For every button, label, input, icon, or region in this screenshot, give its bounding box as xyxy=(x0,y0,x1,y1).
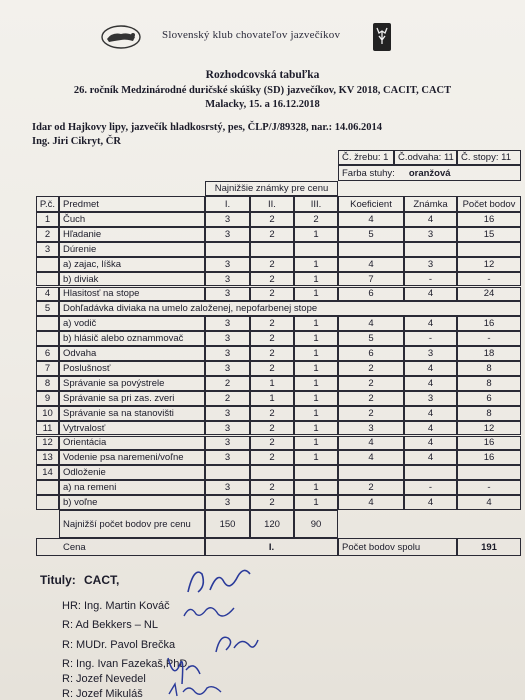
col-header-subject: Predmet xyxy=(59,196,205,212)
prize-value: I. xyxy=(205,538,338,556)
row-points: 15 xyxy=(457,227,521,242)
row-subject: Hľadanie xyxy=(59,227,205,242)
row-subject: a) vodič xyxy=(59,316,205,331)
row-min-iii: 1 xyxy=(294,495,338,510)
row-number: 4 xyxy=(36,287,59,302)
row-min-iii: 1 xyxy=(294,480,338,495)
row-min-i: 3 xyxy=(205,287,250,302)
track-number: Č. stopy: 11 xyxy=(457,150,521,165)
row-points: - xyxy=(457,331,521,346)
row-min-i: 3 xyxy=(205,227,250,242)
row-min-ii: 1 xyxy=(250,391,294,406)
row-points: - xyxy=(457,272,521,287)
row-grade: 3 xyxy=(404,391,457,406)
dog-identification: Idar od Hajkovy lipy, jazvečík hladkosrstý, pes, ČLP/J/89328, nar.: 14.06.2014 xyxy=(32,122,383,133)
row-min-ii: 2 xyxy=(250,272,294,287)
row-number xyxy=(36,257,59,272)
ribbon-color-label: Farba stuhy: xyxy=(342,167,395,179)
row-coefficient: 2 xyxy=(338,376,404,391)
row-subject: Vodenie psa naremeni/voľne xyxy=(59,450,205,465)
row-min-iii: 1 xyxy=(294,346,338,361)
row-points: 12 xyxy=(457,421,521,436)
row-min-i: 3 xyxy=(205,450,250,465)
row-min-ii: 1 xyxy=(250,376,294,391)
row-min-ii: 2 xyxy=(250,227,294,242)
row-min-iii: 1 xyxy=(294,376,338,391)
row-min-ii: 2 xyxy=(250,436,294,451)
row-points: 6 xyxy=(457,391,521,406)
min-total-ii: 120 xyxy=(250,510,294,538)
event-place-date: Malacky, 15. a 16.12.2018 xyxy=(205,99,320,110)
row-grade: 4 xyxy=(404,361,457,376)
row-min-iii: 1 xyxy=(294,331,338,346)
signature-bekkers xyxy=(180,600,240,622)
min-grades-header: Najnižšie známky pre cenu xyxy=(205,181,338,196)
row-min-ii: 2 xyxy=(250,361,294,376)
row-coefficient xyxy=(338,465,404,480)
row-number xyxy=(36,495,59,510)
row-min-iii: 1 xyxy=(294,257,338,272)
row-min-ii: 2 xyxy=(250,421,294,436)
row-min-ii: 2 xyxy=(250,212,294,227)
club-name: Slovenský klub chovateľov jazvečíkov xyxy=(162,29,341,41)
row-grade xyxy=(404,242,457,257)
row-subject: Poslušnosť xyxy=(59,361,205,376)
row-subject: Orientácia xyxy=(59,436,205,451)
min-total-i: 150 xyxy=(205,510,250,538)
row-min-i: 2 xyxy=(205,391,250,406)
row-min-i: 3 xyxy=(205,421,250,436)
signature-mikulas xyxy=(165,680,225,700)
min-total-label: Najnižší počet bodov pre cenu xyxy=(59,510,205,538)
titles-value: CACT, xyxy=(84,573,120,587)
row-coefficient: 5 xyxy=(338,227,404,242)
signature-brecka xyxy=(210,628,260,658)
row-subject: Hlasitosť na stope xyxy=(59,287,205,302)
row-min-i: 3 xyxy=(205,257,250,272)
row-points: 8 xyxy=(457,406,521,421)
row-number: 12 xyxy=(36,436,59,451)
row-subject: Čuch xyxy=(59,212,205,227)
row-min-ii: 2 xyxy=(250,450,294,465)
row-coefficient: 5 xyxy=(338,331,404,346)
row-min-iii: 2 xyxy=(294,212,338,227)
row-min-i xyxy=(205,242,250,257)
row-min-iii: 1 xyxy=(294,272,338,287)
row-coefficient: 4 xyxy=(338,212,404,227)
row-points: 12 xyxy=(457,257,521,272)
row-min-i: 3 xyxy=(205,272,250,287)
row-number: 13 xyxy=(36,450,59,465)
row-min-ii: 2 xyxy=(250,495,294,510)
row-min-iii: 1 xyxy=(294,391,338,406)
row-grade: - xyxy=(404,331,457,346)
row-grade: 3 xyxy=(404,346,457,361)
row-coefficient: 7 xyxy=(338,272,404,287)
row-coefficient: 3 xyxy=(338,421,404,436)
row-grade: 3 xyxy=(404,227,457,242)
row-points: - xyxy=(457,480,521,495)
row-min-ii: 2 xyxy=(250,257,294,272)
row-points xyxy=(457,242,521,257)
row-number: 8 xyxy=(36,376,59,391)
row-min-ii xyxy=(250,242,294,257)
deer-emblem-icon xyxy=(372,22,392,52)
row-coefficient: 4 xyxy=(338,450,404,465)
ribbon-color xyxy=(338,165,521,181)
row-points: 16 xyxy=(457,212,521,227)
row-min-iii: 1 xyxy=(294,316,338,331)
row-points: 24 xyxy=(457,287,521,302)
col-header-iii: III. xyxy=(294,196,338,212)
row-points: 16 xyxy=(457,316,521,331)
row-min-ii: 2 xyxy=(250,316,294,331)
row-subject: Dúrenie xyxy=(59,242,205,257)
row-points: 16 xyxy=(457,450,521,465)
row-points: 4 xyxy=(457,495,521,510)
row-number xyxy=(36,316,59,331)
row-min-i: 3 xyxy=(205,406,250,421)
row-subject: Správanie sa pri zas. zveri xyxy=(59,391,205,406)
row-min-i: 3 xyxy=(205,436,250,451)
row-min-i: 2 xyxy=(205,376,250,391)
row-coefficient: 4 xyxy=(338,316,404,331)
row-min-iii: 1 xyxy=(294,287,338,302)
row-grade: 4 xyxy=(404,495,457,510)
dog-owner: Ing. Jiri Cikryt, ČR xyxy=(32,136,121,147)
row-number: 2 xyxy=(36,227,59,242)
row-min-i: 3 xyxy=(205,361,250,376)
judge-line: R: Ing. Ivan Fazekaš,PhD. xyxy=(62,658,191,670)
row-subject: b) hlásič alebo oznammovač xyxy=(59,331,205,346)
row-number xyxy=(36,272,59,287)
min-total-iii: 90 xyxy=(294,510,338,538)
row-subject: a) zajac, líška xyxy=(59,257,205,272)
sheet-title: Rozhodcovská tabuľka xyxy=(205,69,320,81)
row-number: 14 xyxy=(36,465,59,480)
judge-line: R: Jozef Nevedel xyxy=(62,673,146,685)
row-grade: 4 xyxy=(404,406,457,421)
row-min-i: 3 xyxy=(205,331,250,346)
row-min-iii: 1 xyxy=(294,436,338,451)
col-header-grade: Známka xyxy=(404,196,457,212)
row-min-ii: 2 xyxy=(250,287,294,302)
row-min-iii: 1 xyxy=(294,406,338,421)
row-number: 7 xyxy=(36,361,59,376)
row-grade: 4 xyxy=(404,316,457,331)
row-subject: b) diviak xyxy=(59,272,205,287)
row-subject: b) voľne xyxy=(59,495,205,510)
col-header-no: P.č. xyxy=(36,196,59,212)
row-subject: Správanie sa na stanovišti xyxy=(59,406,205,421)
row-grade: - xyxy=(404,480,457,495)
row-coefficient: 2 xyxy=(338,480,404,495)
judge-line: HR: Ing. Martin Kováč xyxy=(62,600,170,612)
row-grade: 4 xyxy=(404,421,457,436)
col-header-coefficient: Koeficient xyxy=(338,196,404,212)
row-min-ii: 2 xyxy=(250,331,294,346)
signature-kovac xyxy=(180,562,260,602)
club-emblem-icon xyxy=(100,24,142,50)
letterhead xyxy=(0,20,525,54)
row-coefficient: 4 xyxy=(338,495,404,510)
row-coefficient: 4 xyxy=(338,257,404,272)
row-points: 8 xyxy=(457,376,521,391)
row-min-i: 3 xyxy=(205,480,250,495)
row-coefficient: 2 xyxy=(338,391,404,406)
row-coefficient xyxy=(338,242,404,257)
ribbon-color-value: oranžová xyxy=(408,167,451,179)
row-grade xyxy=(404,465,457,480)
row-grade: 4 xyxy=(404,450,457,465)
row-number xyxy=(36,480,59,495)
row-min-i: 3 xyxy=(205,495,250,510)
row-number: 1 xyxy=(36,212,59,227)
row-grade: 4 xyxy=(404,212,457,227)
row-min-iii: 1 xyxy=(294,361,338,376)
row-points: 18 xyxy=(457,346,521,361)
row-min-iii: 1 xyxy=(294,421,338,436)
row-grade: - xyxy=(404,272,457,287)
row-min-ii: 2 xyxy=(250,480,294,495)
row-number: 11 xyxy=(36,421,59,436)
judge-line: R: MUDr. Pavol Brečka xyxy=(62,639,176,651)
row-grade: 4 xyxy=(404,376,457,391)
guide-number: Č.odvaha: 11 xyxy=(394,150,457,165)
row-subject: a) na remeni xyxy=(59,480,205,495)
row-subject: Odloženie xyxy=(59,465,205,480)
row-number: 10 xyxy=(36,406,59,421)
row-min-i xyxy=(205,465,250,480)
row-subject: Odvaha xyxy=(59,346,205,361)
total-points-label: Počet bodov spolu xyxy=(338,538,457,556)
row-coefficient: 4 xyxy=(338,436,404,451)
row-number: 3 xyxy=(36,242,59,257)
row-subject: Správanie sa povýstrele xyxy=(59,376,205,391)
row-min-iii xyxy=(294,242,338,257)
row-min-iii: 1 xyxy=(294,450,338,465)
row-min-iii xyxy=(294,465,338,480)
row-min-ii: 2 xyxy=(250,406,294,421)
row-min-iii: 1 xyxy=(294,227,338,242)
titles-label: Tituly: xyxy=(40,573,76,587)
row-number: 9 xyxy=(36,391,59,406)
row-grade: 4 xyxy=(404,287,457,302)
col-header-ii: II. xyxy=(250,196,294,212)
row-min-i: 3 xyxy=(205,346,250,361)
row-number xyxy=(36,331,59,346)
row-grade: 3 xyxy=(404,257,457,272)
prize-label: Cena xyxy=(36,538,205,556)
row-coefficient: 2 xyxy=(338,406,404,421)
row-subject: Vytrvalosť xyxy=(59,421,205,436)
event-title: 26. ročník Medzinárodné duričské skúšky (SD) jazvečíkov, KV 2018, CACIT, CACT xyxy=(73,85,452,96)
row-coefficient: 6 xyxy=(338,346,404,361)
row-points xyxy=(457,465,521,480)
row-coefficient: 2 xyxy=(338,361,404,376)
col-header-i: I. xyxy=(205,196,250,212)
row-points: 16 xyxy=(457,436,521,451)
row-min-ii xyxy=(250,465,294,480)
lot-number: Č. žrebu: 1 xyxy=(338,150,394,165)
row-min-i: 3 xyxy=(205,316,250,331)
judge-line: R: Ad Bekkers – NL xyxy=(62,619,158,631)
row-number: 5 xyxy=(36,301,59,316)
judge-line: R: Jozef Mikuláš xyxy=(62,688,143,700)
row-points: 8 xyxy=(457,361,521,376)
row-coefficient: 6 xyxy=(338,287,404,302)
total-points-value: 191 xyxy=(457,538,521,556)
row-min-ii: 2 xyxy=(250,346,294,361)
col-header-points: Počet bodov xyxy=(457,196,521,212)
row-number: 6 xyxy=(36,346,59,361)
row-subject: Dohľadávka diviaka na umelo založenej, nepofarbenej stope xyxy=(59,301,521,316)
row-min-i: 3 xyxy=(205,212,250,227)
row-grade: 4 xyxy=(404,436,457,451)
